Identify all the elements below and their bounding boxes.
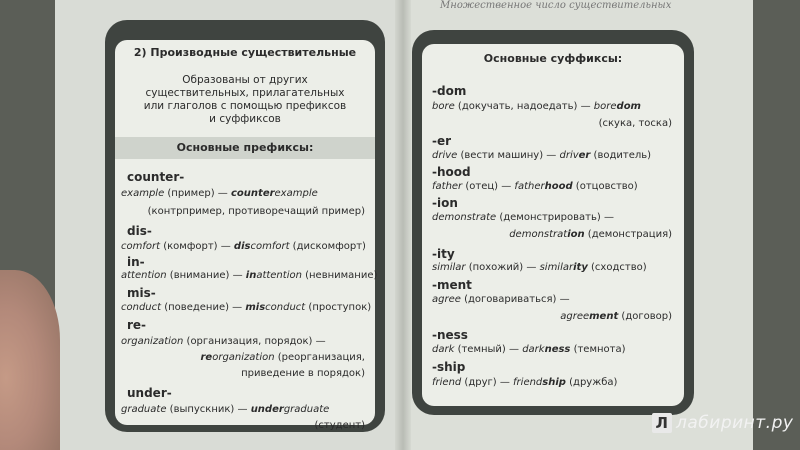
text-segment: dis [233,241,251,252]
text-segment: agree [560,311,590,322]
suffix-header: Основные суффиксы: [483,52,623,65]
text-segment: (организация, порядок) — [183,336,326,347]
entry-example [315,420,365,431]
entry-example [560,311,672,322]
text-segment: attention [121,270,167,281]
entry-example [121,404,329,415]
text-segment: (докучать, надоедать) — [454,101,594,112]
text-segment: (студент) [314,420,365,431]
suffix-card [412,30,694,415]
entry-example [121,241,366,252]
text-segment: (договор) [618,311,672,322]
prefix-card-body [115,40,378,431]
text-segment: (сходство) [587,262,647,273]
entry-head: -dom [432,84,467,98]
entry-head: -hood [432,165,471,179]
description-line: и суффиксов [209,113,281,125]
entry-example [432,344,626,355]
text-segment: example [274,188,318,199]
description-line: существительных, прилагательных [145,87,345,99]
text-segment: mis [245,302,266,313]
text-segment: attention [256,270,302,281]
text-segment: (темнота) [570,344,626,355]
entry-head: -ity [432,247,455,261]
text-segment: er [578,150,591,161]
text-segment: organization [121,336,184,347]
text-segment: (похожий) — [465,262,540,273]
section-description [115,74,375,126]
entry-example [148,206,365,217]
text-segment: demonstrate [432,212,497,223]
entry-head: -ion [432,196,458,210]
watermark [652,413,793,433]
text-segment: (друг) — [461,377,514,388]
entry-head: mis- [127,286,156,300]
text-segment: bore [593,101,617,112]
text-segment: organization [212,352,275,363]
text-segment: (договариваться) — [460,294,570,305]
prefix-header: Основные префиксы: [115,137,375,159]
text-segment: under [250,404,284,415]
text-segment: приведение в порядок) [241,368,365,379]
entry-head: -er [432,134,452,148]
text-segment: in [245,270,257,281]
text-segment: comfort [121,241,161,252]
text-segment: (невнимание) [301,270,378,281]
description-line: Образованы от других [182,74,308,86]
prefix-card [105,20,385,432]
text-segment: (отец) — [462,181,515,192]
entry-head: counter- [127,170,185,184]
text-segment: agree [432,294,461,305]
text-segment: ment [589,311,619,322]
text-segment: (скука, тоска) [598,118,672,129]
text-segment: (поведение) — [161,302,246,313]
entry-example [599,118,672,129]
thumb-image [0,270,60,450]
text-segment: (комфорт) — [160,241,234,252]
text-segment: driv [559,150,579,161]
entry-example [432,294,570,305]
entry-head: re- [127,318,147,332]
running-head: Множественное число существительных [440,0,672,11]
entry-example [432,181,638,192]
text-segment: conduct [265,302,306,313]
text-segment: dark [522,344,545,355]
entry-head: under- [127,386,172,400]
entry-example [121,270,377,281]
text-segment: (проступок) [305,302,372,313]
text-segment: dom [616,101,641,112]
text-segment: (пример) — [164,188,231,199]
text-segment: similar [432,262,466,273]
text-segment: friend [513,377,543,388]
text-segment: father [432,181,463,192]
text-segment: drive [432,150,458,161]
text-segment: conduct [121,302,162,313]
entry-example [121,336,326,347]
text-segment: counter [231,188,275,199]
text-segment: graduate [121,404,167,415]
entry-example [432,377,617,388]
text-segment: (водитель) [590,150,652,161]
text-segment: bore [432,101,455,112]
entry-example [509,229,672,240]
text-segment: ship [542,377,566,388]
entry-head: in- [127,255,145,269]
suffix-card-body [422,44,684,406]
entry-example [432,101,641,112]
watermark-logo: Л [652,413,672,433]
entry-example [121,188,318,199]
text-segment: (вести машину) — [457,150,560,161]
text-segment: example [121,188,165,199]
text-segment: ness [544,344,571,355]
entry-example [432,212,614,223]
description-line: или глаголов с помощью префиксов [143,100,347,112]
section-title: 2) Производные существительные [133,46,357,59]
entry-example [241,368,365,379]
text-segment: (контрпример, противоречащий пример) [147,206,365,217]
entry-head: dis- [127,224,152,238]
text-segment: re [200,352,213,363]
entry-head: -ment [432,278,472,292]
text-segment: (темный) — [454,344,523,355]
text-segment: ion [567,229,585,240]
entry-example [201,352,366,363]
text-segment: ity [573,262,588,273]
book-gutter [395,0,411,450]
text-segment: (дискомфорт) [289,241,366,252]
text-segment: (реорганизация, [274,352,365,363]
text-segment: (дружба) [565,377,618,388]
text-segment: (демонстрация) [584,229,672,240]
entry-head: -ship [432,360,466,374]
text-segment: (выпускник) — [166,404,251,415]
text-segment: dark [432,344,455,355]
watermark-text: лабиринт.ру [676,413,794,433]
text-segment: (демонстрировать) — [496,212,614,223]
text-segment: friend [432,377,462,388]
text-segment: (отцовство) [572,181,638,192]
text-segment: father [514,181,545,192]
text-segment: similar [539,262,574,273]
text-segment: comfort [250,241,290,252]
entry-example [432,150,651,161]
entry-example [432,262,647,273]
text-segment: hood [544,181,573,192]
text-segment: graduate [283,404,330,415]
text-segment: (внимание) — [166,270,246,281]
entry-head: -ness [432,328,468,342]
entry-example [121,302,371,313]
text-segment: demonstrat [509,229,568,240]
